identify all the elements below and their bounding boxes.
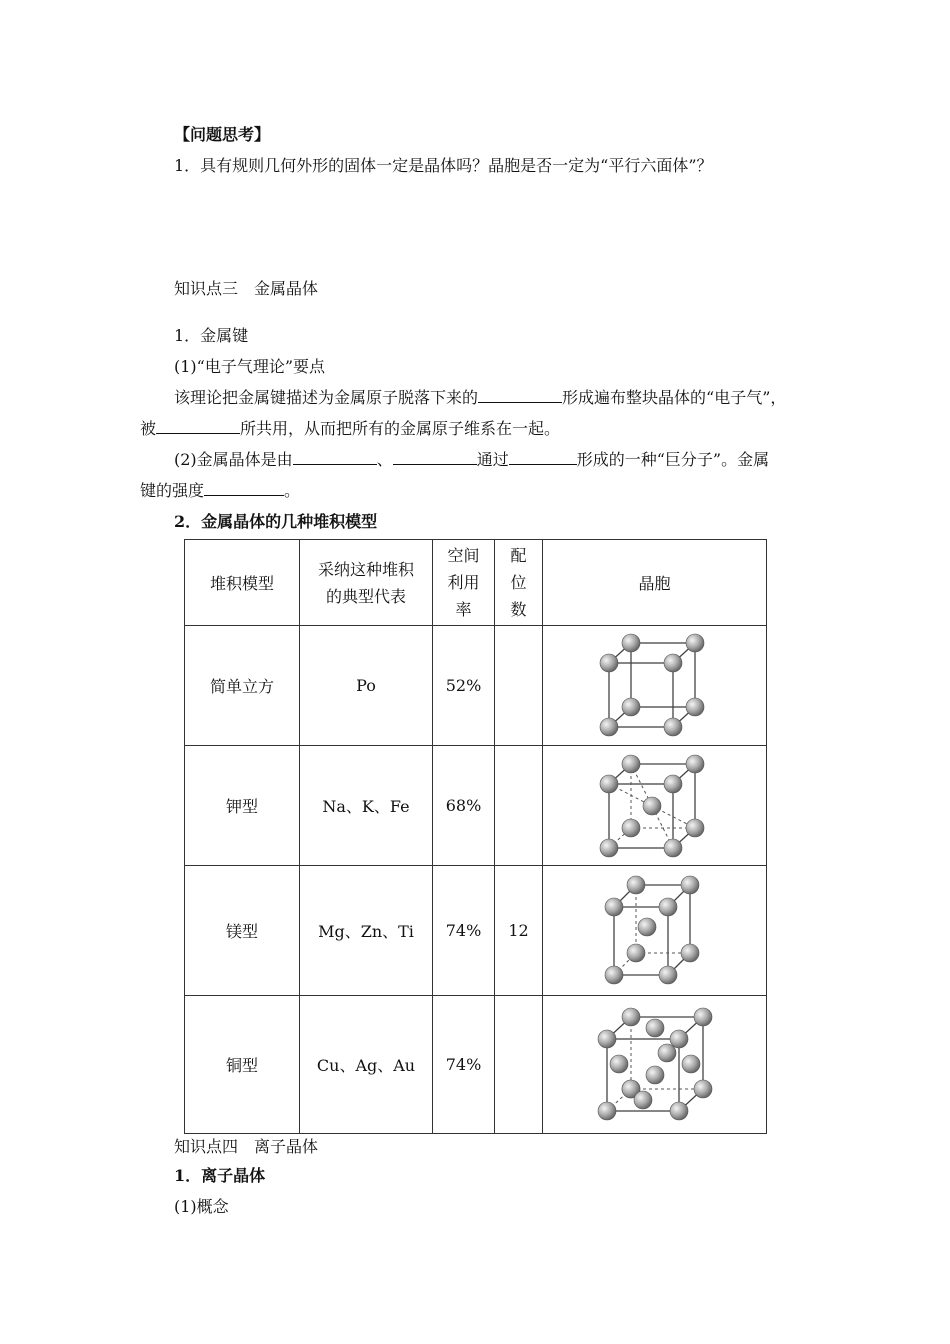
kp3-s1-sub: (1)“电子气理论”要点 [174, 357, 326, 376]
cell-model: 简单立方 [185, 626, 300, 746]
fill-blank[interactable] [156, 417, 240, 434]
question-1: 1．具有规则几何外形的固体一定是晶体吗？晶胞是否一定为“平行六面体”？ [174, 156, 713, 175]
fill-blank[interactable] [293, 448, 377, 465]
cell-space-utilization: 74% [433, 866, 495, 996]
stacking-model-table [184, 539, 767, 1134]
kp3-s3-title: 2．金属晶体的几种堆积模型 [174, 512, 378, 531]
cell-model: 钾型 [185, 746, 300, 866]
table-row [185, 746, 767, 866]
cell-space-utilization: 68% [433, 746, 495, 866]
header-line: 位 [510, 573, 527, 592]
cell-coordination-number [495, 996, 543, 1134]
cell-unit-cell [543, 996, 767, 1134]
kp4-s1-title: 1．离子晶体 [174, 1166, 266, 1185]
hexagonal-close-packed-unit-cell-icon [600, 871, 710, 991]
kp3-s2-line1 [174, 447, 769, 470]
kp3-s1-title: 1．金属键 [174, 326, 249, 345]
simple-cubic-unit-cell-icon [595, 631, 715, 741]
question-heading: 【问题思考】 [174, 125, 271, 144]
kp3-s2-line2 [140, 478, 300, 501]
cell-model: 铜型 [185, 996, 300, 1134]
text-fragment: 通过 [476, 450, 509, 469]
header-line: 的典型代表 [325, 586, 406, 606]
text-fragment: 所共用，从而把所有的金属原子维系在一起。 [240, 419, 561, 438]
kp4-s1-sub: (1)概念 [174, 1197, 229, 1216]
header-unit-cell: 晶胞 [543, 540, 767, 626]
text-fragment: (2)金属晶体是由 [174, 450, 293, 469]
fill-blank[interactable] [478, 386, 562, 403]
fill-blank[interactable] [509, 448, 577, 465]
text-fragment: 该理论把金属键描述为金属原子脱落下来的 [174, 388, 479, 407]
cell-space-utilization: 52% [433, 626, 495, 746]
text-fragment: 形成遍布整块晶体的“电子气”， [562, 388, 787, 407]
header-line: 率 [455, 600, 472, 619]
cell-space-utilization: 74% [433, 996, 495, 1134]
text-fragment: 形成的一种“巨分子”。金属 [576, 450, 770, 469]
cell-coordination-number [495, 626, 543, 746]
cell-representative: Na、K、Fe [300, 746, 433, 866]
cell-unit-cell [543, 866, 767, 996]
text-fragment: 。 [284, 481, 301, 500]
header-line: 数 [510, 600, 527, 619]
table-header-row [185, 540, 767, 626]
cell-unit-cell [543, 626, 767, 746]
text-fragment: 被 [140, 419, 157, 438]
kp4-title: 知识点四 离子晶体 [174, 1137, 319, 1156]
cell-unit-cell [543, 746, 767, 866]
kp3-s1-line2 [140, 416, 560, 439]
header-model: 堆积模型 [185, 540, 300, 626]
header-representative [300, 540, 433, 626]
kp3-title: 知识点三 金属晶体 [174, 279, 319, 298]
body-centered-cubic-unit-cell-icon [595, 750, 715, 862]
header-coordination-number [495, 540, 543, 626]
text-fragment: 键的强度 [140, 481, 205, 500]
header-line: 利用 [447, 573, 480, 592]
text-fragment: 、 [376, 450, 393, 469]
fill-blank[interactable] [393, 448, 477, 465]
cell-representative: Po [300, 626, 433, 746]
cell-representative: Cu、Ag、Au [300, 996, 433, 1134]
table-row [185, 996, 767, 1134]
table-row [185, 866, 767, 996]
cell-coordination-number: 12 [495, 866, 543, 996]
header-line: 空间 [447, 546, 480, 565]
header-line: 配 [510, 546, 527, 565]
cell-representative: Mg、Zn、Ti [300, 866, 433, 996]
fill-blank[interactable] [204, 479, 284, 496]
cell-coordination-number [495, 746, 543, 866]
face-centered-cubic-unit-cell-icon [593, 1003, 717, 1127]
header-space-utilization [433, 540, 495, 626]
table-row [185, 626, 767, 746]
cell-model: 镁型 [185, 866, 300, 996]
header-line: 采纳这种堆积 [317, 559, 414, 579]
kp3-s1-line1 [174, 385, 786, 408]
